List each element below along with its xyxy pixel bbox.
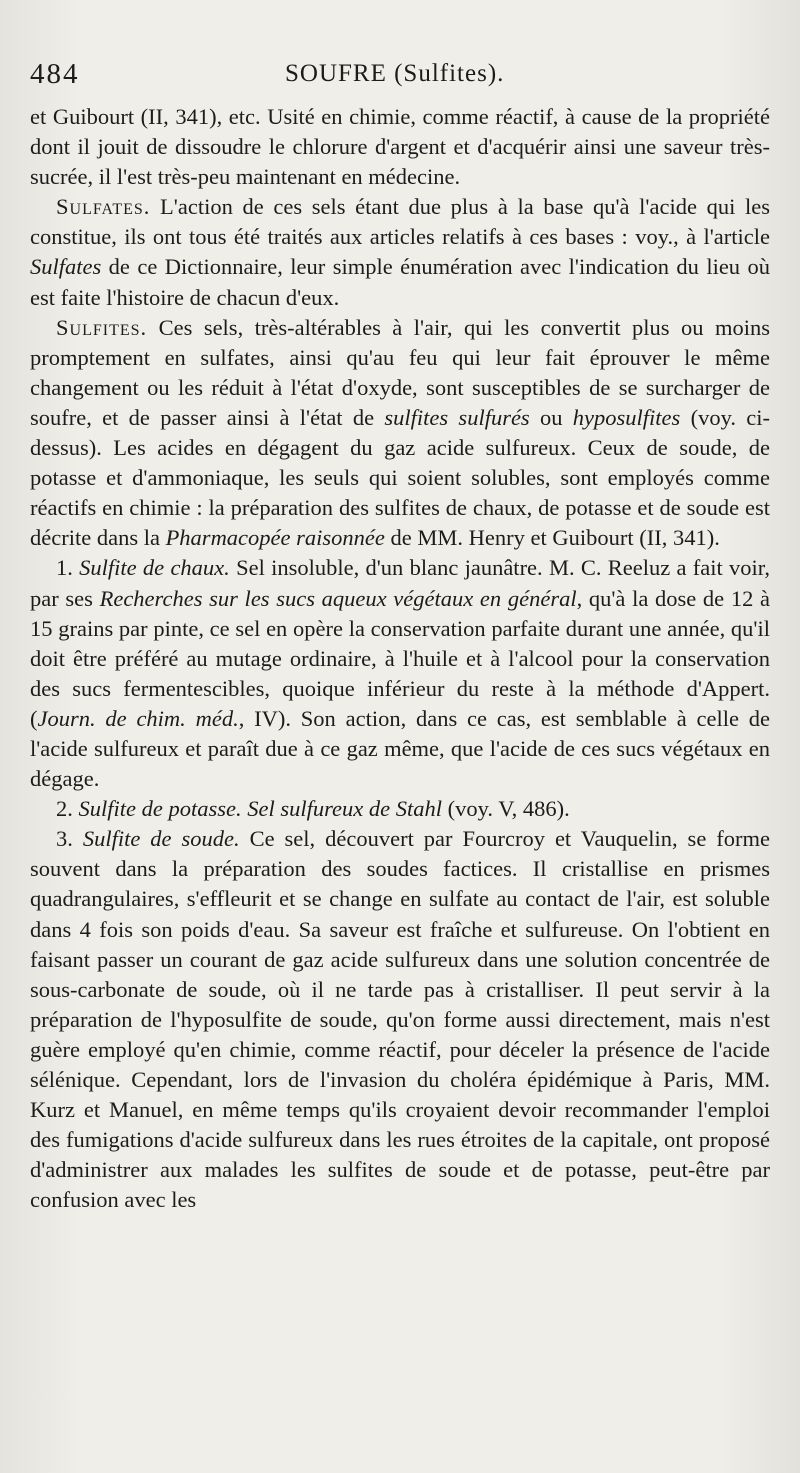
paragraph-text: , IV). Son action, dans ce cas, est semblable à celle de l'acide sulfureux et paraît due à ce gaz même, que l'acide de ces sucs végétaux en dégage. — [30, 705, 771, 792]
paragraph-sulfates — [30, 192, 770, 312]
paragraph-text: de MM. Henry et Guibourt (II, 341). — [384, 525, 720, 551]
entry-heading-sulfites: Sulfites. — [56, 314, 148, 340]
page-header — [0, 58, 800, 98]
item-number: 3. — [56, 826, 83, 852]
paragraph-text: et Guibourt (II, 341), etc. Usité en chimie, comme réactif, à cause de la propriété dont il jouit de dissoudre le chlorure d'argent et d'acquérir ainsi une saveur très-sucrée, il l'est très-peu maintenant en médecine. — [30, 104, 770, 190]
entry-heading-sulfates: Sulfates. — [56, 194, 151, 220]
paragraph-text: (voy. V, 486). — [441, 796, 570, 822]
paragraph-text: ou — [529, 404, 573, 430]
italic-text: Recherches sur les sucs aqueux végétaux en général — [99, 585, 577, 611]
paragraph-sulfite-de-chaux — [30, 553, 770, 794]
item-number: 1. — [56, 555, 80, 581]
italic-text: Sulfite de chaux. — [79, 555, 230, 581]
paragraph-text: Ces sels, très-altérables à l'air, qui les convertit plus ou moins promptement en sulfates, ainsi qu'au feu qui leur fait éprouver le même changement ou les réduit à l'état d'oxyde, sont susceptibles de se surcharger de soufre, et de passer ainsi à l'état de — [30, 314, 770, 430]
paragraph-text: Sel insoluble, d'un blanc jaunâtre. M. C. Reeluz a fait voir, par ses — [30, 555, 771, 611]
paragraph-text: (voy. ci-dessus). Les acides en dégagent du gaz acide sulfureux. Ceux de soude, de potasse et d'ammoniaque, les seuls qui soient solubles, sont employés comme réactifs en chimie : la préparation des sulfites de chaux, de potasse et de soude est décrite dans la — [30, 404, 771, 551]
running-title: SOUFRE (Sulfites). — [285, 60, 505, 87]
paragraph-sulfites — [30, 313, 770, 554]
page-number: 484 — [30, 58, 80, 90]
paragraph-text: Ce sel, découvert par Fourcroy et Vauquelin, se forme souvent dans la préparation des soudes factices. Il cristallise en prismes quadrangulaires, s'effleurit et se change en sulfate au contact de l'air, est soluble dans 4 fois son poids d'eau. Sa saveur est fraîche et sulfureuse. On l'obtient en faisant passer un courant de gaz acide sulfureux dans une solution concentrée de sous-carbonate de soude, où il ne tarde pas à cristalliser. Il peut servir à la préparation de l'hyposulfite de soude, qu'on forme aussi directement, mais n'est guère employé qu'en chimie, comme réactif, pour déceler la présence de l'acide sélénique. Cependant, lors de l'invasion du choléra épidémique à Paris, MM. Kurz et Manuel, en même temps qu'ils croyaient devoir recommander l'emploi des fumigations d'acide sulfureux dans les rues étroites de la capitale, ont proposé d'administrer aux malades les sulfites de soude et de potasse, peut-être par confusion avec les — [30, 826, 770, 1213]
italic-text: Journ. de chim. méd. — [37, 705, 239, 731]
italic-text: sulfites sulfurés — [384, 404, 530, 430]
paragraph-sulfite-de-potasse — [30, 794, 770, 824]
item-number: 2. — [56, 796, 79, 822]
italic-text: hyposulfites — [572, 404, 681, 430]
page-body — [30, 102, 770, 1215]
italic-text: Pharmacopée raisonnée — [165, 525, 385, 551]
italic-text: Sulfates — [30, 254, 102, 280]
paragraph-text: , qu'à la dose de 12 à 15 grains par pinte, ce sel en opère la conservation parfaite durant une année, qu'il doit être préféré au mutage ordinaire, à l'huile et à l'alcool pour la conservation des sucs fermentescibles, quoique inférieur du reste à la méthode d'Appert. ( — [30, 585, 771, 731]
italic-text: Sulfite de potasse. Sel sulfureux de Stahl — [78, 796, 442, 822]
paragraph-text: de ce Dictionnaire, leur simple énumération avec l'indication du lieu où est faite l'histoire de chacun d'eux. — [30, 254, 770, 310]
paragraph-sulfite-de-soude — [30, 824, 770, 1215]
italic-text: Sulfite de soude. — [82, 826, 240, 852]
paragraph-text: L'action de ces sels étant due plus à la base qu'à l'acide qui les constitue, ils ont tous été traités aux articles relatifs à ces bases : voy., à l'article — [30, 194, 770, 250]
paragraph-continuation — [30, 102, 770, 192]
